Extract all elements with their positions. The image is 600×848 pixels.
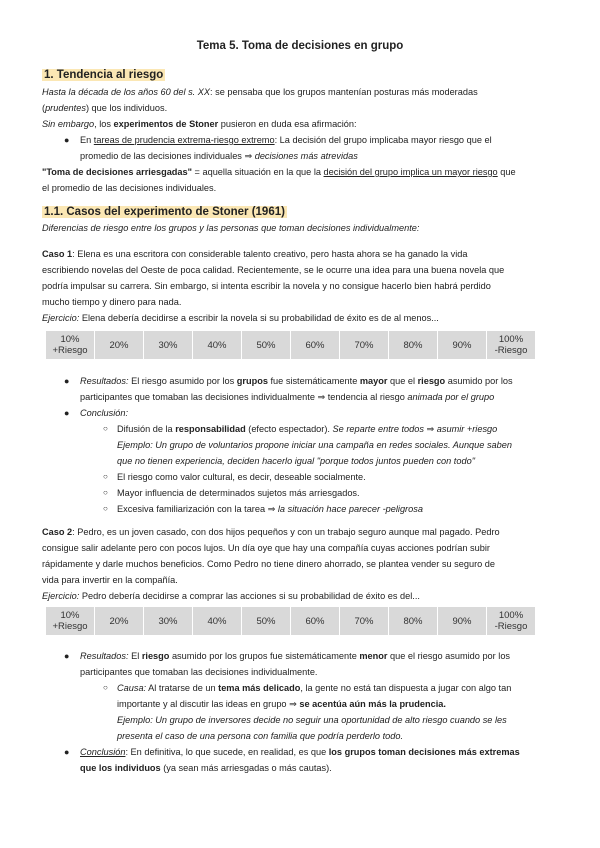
bullet-dot: ● — [64, 747, 70, 757]
scale-cell: 50% — [242, 607, 291, 635]
c2-cause-2: importante y al discutir las ideas en grupo ⇒ se acentúa aún más la prudencia. — [117, 699, 446, 709]
s1-line-3: Sin embargo, los experimentos de Stoner pusieron en duda esa afirmación: — [42, 119, 357, 129]
bullet-dot: ● — [64, 376, 70, 386]
sub-bullet-circle: ○ — [103, 424, 108, 433]
scale-cell: 90% — [438, 607, 487, 635]
c2-line-1: Caso 2: Pedro, es un joven casado, con dos hijos pequeños y con un trabajo seguro aunque mal pagado. Pedro — [42, 527, 500, 537]
c1-sub-2: El riesgo como valor cultural, es decir, deseable socialmente. — [117, 472, 366, 482]
scale-cell: 60% — [291, 331, 340, 359]
scale-cell: 100% -Riesgo — [494, 334, 528, 356]
c1-sub-example-2: que no tienen experiencia, deciden hacerlo igual "porque todos juntos pueden con todo" — [117, 456, 475, 466]
c2-cause-example-2: presenta el caso de una persona con familia que podría perderlo todo. — [117, 731, 404, 741]
sub-bullet-circle: ○ — [103, 472, 108, 481]
sub-bullet-circle: ○ — [103, 683, 108, 692]
c1-line-2: escribiendo novelas del Oeste de poca calidad. Recientemente, se le ocurre una idea para una buena novela que — [42, 265, 505, 275]
scale-cell: 80% — [389, 331, 438, 359]
c2-conclusion-1: Conclusión: En definitiva, lo que sucede, en realidad, es que los grupos toman decisiones más extremas — [80, 747, 520, 757]
s1-bullet-line-1: En tareas de prudencia extrema-riesgo extremo: La decisión del grupo implicaba mayor riesgo que el — [80, 135, 492, 145]
c1-line-3: podría impulsar su carrera. Sin embargo, si intenta escribir la novela y no consigue hacerlo bien habrá perdido — [42, 281, 491, 291]
bullet-dot: ● — [64, 135, 70, 145]
scale-cell: 30% — [144, 607, 193, 635]
s1-line-1: Hasta la década de los años 60 del s. XX: se pensaba que los grupos mantenían posturas más moderadas — [42, 87, 478, 97]
c1-results-1: Resultados: El riesgo asumido por los grupos fue sistemáticamente mayor que el riesgo asumido por los — [80, 376, 513, 386]
c2-cause-example-1: Ejemplo: Un grupo de inversores decide no seguir una oportunidad de alto riesgo cuando se les — [117, 715, 507, 725]
scale-cell: 50% — [242, 331, 291, 359]
scale-cell: 20% — [95, 607, 144, 635]
s1-line-2: (prudentes) que los individuos. — [42, 103, 168, 113]
s1-definition-1: "Toma de decisiones arriesgadas" = aquella situación en la que la decisión del grupo implica un mayor riesgo que — [42, 167, 516, 177]
s1-bullet-line-2: promedio de las decisiones individuales ⇒ decisiones más atrevidas — [80, 151, 358, 161]
scale-cell: 70% — [340, 607, 389, 635]
section-1-1-subtitle: Diferencias de riesgo entre los grupos y las personas que toman decisiones individualmente: — [42, 223, 420, 233]
c1-sub-1: Difusión de la responsabilidad (efecto espectador). Se reparte entre todos ⇒ asumir +riesgo — [117, 424, 498, 434]
c2-probability-scale — [46, 607, 535, 635]
scale-cell: 40% — [193, 607, 242, 635]
bullet-dot: ● — [64, 651, 70, 661]
section-1-heading: 1. Tendencia al riesgo — [44, 69, 164, 81]
scale-cell: 10% +Riesgo — [46, 607, 95, 635]
scale-cell: 60% — [291, 607, 340, 635]
scale-cell: 90% — [438, 331, 487, 359]
page-title: Tema 5. Toma de decisiones en grupo — [196, 40, 404, 52]
c1-line-1: Caso 1: Elena es una escritora con considerable talento creativo, pero hasta ahora se ha ganado la vida — [42, 249, 468, 259]
c2-line-2: consigue salir adelante pero con pocos lujos. Un día oye que hay una compañía cuyas acciones podrían subir — [42, 543, 490, 553]
c1-sub-4: Excesiva familiarización con la tarea ⇒ la situación hace parecer -peligrosa — [117, 504, 423, 514]
scale-cell: 30% — [144, 331, 193, 359]
sub-bullet-circle: ○ — [103, 488, 108, 497]
c2-results-2: participantes que tomaban las decisiones individualmente. — [80, 667, 318, 677]
c1-results-2: participantes que tomaban las decisiones individualmente ⇒ tendencia al riesgo animada por el grupo — [80, 392, 495, 402]
c2-results-1: Resultados: El riesgo asumido por los grupos fue sistemáticamente menor que el riesgo asumido por los — [80, 651, 511, 661]
c2-exercise: Ejercicio: Pedro debería decidirse a comprar las acciones si su probabilidad de éxito es del... — [42, 591, 420, 601]
scale-cell: 100% -Riesgo — [494, 610, 528, 632]
c2-cause-1: Causa: Al tratarse de un tema más delicado, la gente no está tan dispuesta a jugar con algo tan — [117, 683, 512, 693]
c1-conclusion-label: Conclusión: — [80, 408, 129, 418]
scale-cell: 20% — [95, 331, 144, 359]
section-1-1-heading: 1.1. Casos del experimento de Stoner (1961) — [44, 206, 285, 218]
scale-cell: 70% — [340, 331, 389, 359]
s1-definition-2: el promedio de las decisiones individuales. — [42, 183, 217, 193]
c1-line-4: mucho tiempo y dinero para nada. — [42, 297, 182, 307]
c1-sub-example-1: Ejemplo: Un grupo de voluntarios propone iniciar una campaña en redes sociales. Aunque saben — [117, 440, 512, 450]
scale-cell: 80% — [389, 607, 438, 635]
c1-probability-scale — [46, 331, 535, 359]
c1-exercise: Ejercicio: Elena debería decidirse a escribir la novela si su probabilidad de éxito es de al menos... — [42, 313, 439, 323]
sub-bullet-circle: ○ — [103, 504, 108, 513]
c2-line-3: rápidamente y darle muchos beneficios. Como Pedro no tiene dinero ahorrado, se plantea vender su seguro de — [42, 559, 496, 569]
scale-cell: 10% +Riesgo — [46, 331, 95, 359]
bullet-dot: ● — [64, 408, 70, 418]
c2-conclusion-2: que los individuos (ya sean más arriesgadas o más cautas). — [80, 763, 332, 773]
scale-cell: 40% — [193, 331, 242, 359]
c2-line-4: vida para invertir en la compañía. — [42, 575, 178, 585]
c1-sub-3: Mayor influencia de determinados sujetos más arriesgados. — [117, 488, 360, 498]
